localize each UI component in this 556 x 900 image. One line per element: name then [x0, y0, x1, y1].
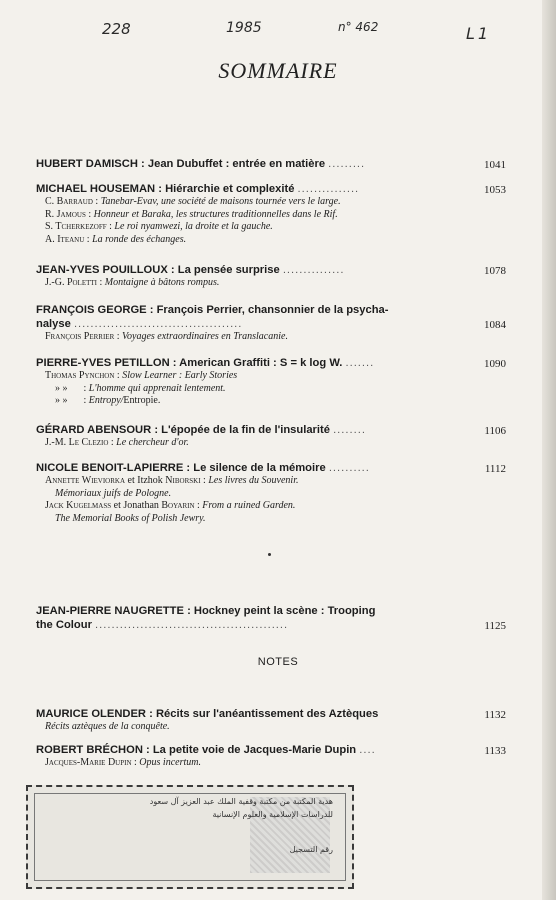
entry-heading: [36, 423, 506, 437]
entry-heading: [36, 303, 506, 331]
entry-page-number: 1125: [484, 620, 506, 632]
toc-entry: [36, 182, 506, 246]
entry-title: : François Perrier, chansonnier de la psycha-: [149, 304, 389, 316]
entry-title: : American Graffiti : S = k log W.: [172, 357, 343, 369]
sub-entry: J.-G. Poletti : Montaigne à bâtons rompus.: [45, 277, 220, 288]
toc-entry: [36, 743, 506, 770]
sub-entry: C. Barraud : Tanebar-Evav, une société de maisons tournée vers le large.: [45, 196, 341, 207]
leader-dots: ....: [359, 744, 376, 756]
entry-heading: [36, 263, 506, 277]
entry-page-number: 1090: [484, 358, 506, 370]
entry-author: MICHAEL HOUSEMAN: [36, 183, 156, 195]
leader-dots: ...............................................: [95, 619, 289, 631]
entry-heading: [36, 182, 506, 196]
sub-entry: R. Jamous : Honneur et Baraka, les structures traditionnelles dans le Rif.: [45, 208, 338, 220]
entry-title-continued: the Colour: [36, 619, 92, 631]
toc-entry: [36, 604, 506, 632]
stamp-text: [118, 795, 333, 856]
entry-page-number: 1041: [484, 159, 506, 171]
sub-entry: Récits aztèques de la conquête.: [45, 721, 170, 732]
entry-heading: [36, 157, 506, 171]
entry-heading: [36, 743, 506, 757]
toc-entry: [36, 356, 506, 408]
entry-author: HUBERT DAMISCH: [36, 158, 138, 170]
section-divider-dot: [268, 553, 271, 556]
library-stamp: [26, 785, 354, 889]
entry-author: JEAN-PIERRE NAUGRETTE: [36, 605, 184, 617]
entry-page-number: 1084: [484, 319, 506, 331]
entry-title: : Hockney peint la scène : Trooping: [187, 605, 376, 617]
leader-dots: ...............: [297, 183, 360, 195]
sub-entry: J.-M. Le Clezio : Le chercheur d'or.: [45, 437, 189, 448]
handwritten-issue-number: n° 462: [338, 20, 379, 34]
entry-heading: [36, 356, 506, 370]
entry-author: ROBERT BRÉCHON: [36, 744, 143, 756]
sub-entry: Annette Wieviorka et Itzhok Niborski : Les livres du Souvenir.: [45, 475, 299, 486]
entry-page-number: 1133: [484, 745, 506, 757]
sub-entry: Thomas Pynchon : Slow Learner : Early Stories: [45, 370, 238, 381]
entry-author: NICOLE BENOIT-LAPIERRE: [36, 462, 184, 474]
entry-page-number: 1132: [484, 709, 506, 721]
sub-entry: S. Tcherkezoff : Le roi nyamwezi, la droite et la gauche.: [45, 221, 273, 232]
notes-heading: NOTES: [257, 656, 299, 668]
entry-title: : La pensée surprise: [170, 264, 280, 276]
entry-author: PIERRE-YVES PETILLON: [36, 357, 170, 369]
sub-entry: » » : Entropy/Entropie.: [55, 395, 161, 406]
entry-title: : L'épopée de la fin de l'insularité: [154, 424, 330, 436]
sub-entry: The Memorial Books of Polish Jewry.: [55, 512, 206, 524]
entry-page-number: 1112: [484, 463, 506, 475]
entry-heading: [36, 707, 506, 721]
leader-dots: .........: [328, 158, 366, 170]
entry-title: : Hiérarchie et complexité: [158, 183, 295, 195]
sub-entry: Mémoriaux juifs de Pologne.: [55, 487, 172, 499]
sub-entry: A. Iteanu : La ronde des échanges.: [45, 233, 187, 245]
entry-title: : La petite voie de Jacques-Marie Dupin: [146, 744, 357, 756]
stamp-line: رقم التسجيل: [289, 845, 333, 854]
toc-entry: [36, 423, 506, 450]
entry-title: : Récits sur l'anéantissement des Aztèques: [149, 708, 379, 720]
entry-title-continued: nalyse: [36, 318, 71, 330]
handwritten-corner-mark: L1: [466, 24, 492, 43]
sub-entry: Jacques-Marie Dupin : Opus incertum.: [45, 757, 201, 768]
handwritten-year: 1985: [226, 20, 262, 36]
entry-title: : Le silence de la mémoire: [186, 462, 326, 474]
page-edge: [542, 0, 556, 900]
leader-dots: ........: [333, 424, 366, 436]
entry-page-number: 1053: [484, 184, 506, 196]
entry-title: : Jean Dubuffet : entrée en matière: [141, 158, 326, 170]
leader-dots: ...............: [282, 264, 345, 276]
handwritten-number-left: 228: [102, 20, 131, 38]
toc-entry: [36, 263, 506, 290]
leader-dots: .......: [345, 357, 375, 369]
stamp-line: هدية المكتبة من مكتبة وقفية الملك عبد العزيز آل سعود: [149, 797, 333, 806]
entry-heading: [36, 604, 506, 632]
sub-entry: Jack Kugelmass et Jonathan Boyarin : From a ruined Garden.: [45, 500, 296, 511]
leader-dots: .........................................: [73, 318, 243, 330]
entry-author: MAURICE OLENDER: [36, 708, 147, 720]
entry-page-number: 1078: [484, 265, 506, 277]
entry-author: JEAN-YVES POUILLOUX: [36, 264, 168, 276]
toc-entry: [36, 303, 506, 344]
toc-entry: [36, 461, 506, 525]
stamp-line: للدراسات الإسلامية والعلوم الإنسانية: [212, 810, 333, 819]
sub-entry: François Perrier : Voyages extraordinaires en Translacanie.: [45, 331, 288, 342]
toc-entry: [36, 707, 506, 734]
entry-author: GÉRARD ABENSOUR: [36, 424, 152, 436]
sub-entry: » » : L'homme qui apprenait lentement.: [55, 382, 226, 394]
entry-heading: [36, 461, 506, 475]
entry-page-number: 1106: [484, 425, 506, 437]
page-title: SOMMAIRE: [218, 58, 338, 83]
entry-author: FRANÇOIS GEORGE: [36, 304, 147, 316]
toc-entry: [36, 157, 506, 171]
leader-dots: ..........: [328, 462, 370, 474]
